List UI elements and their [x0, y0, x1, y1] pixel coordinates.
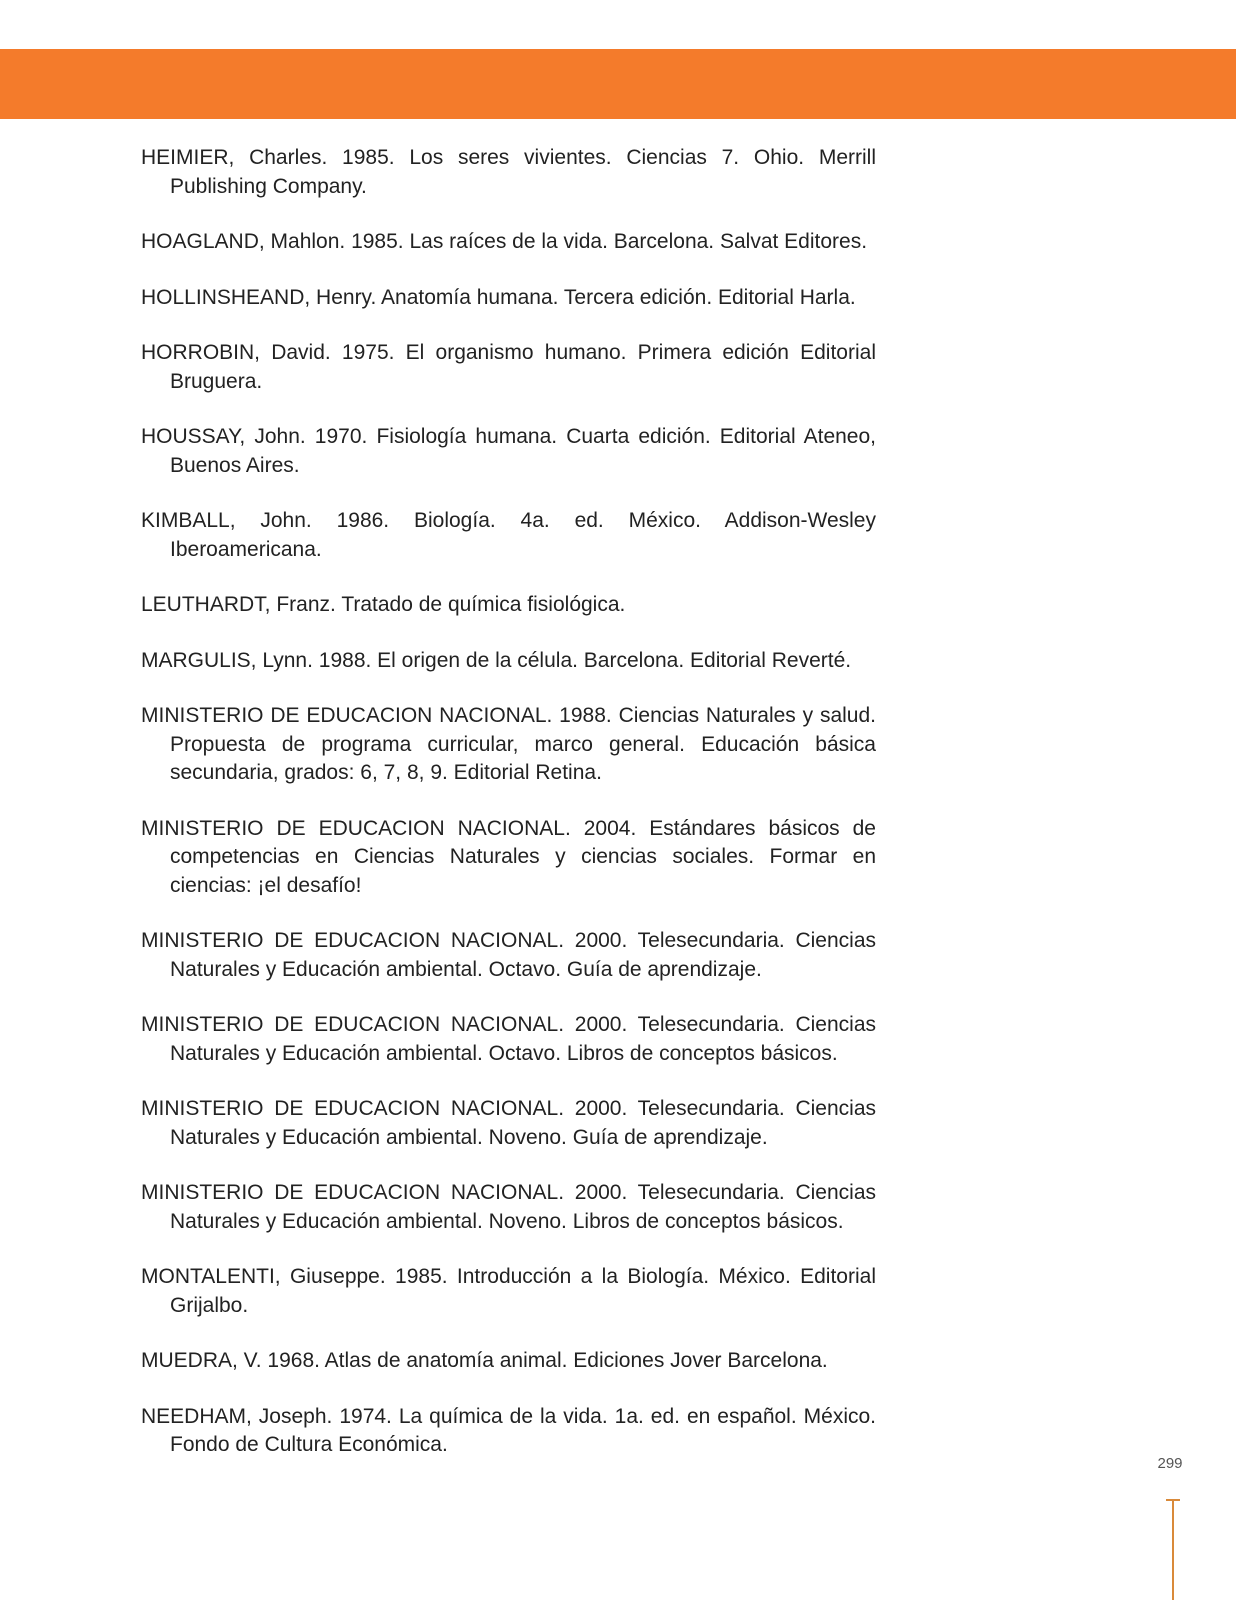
- bibliography-entry: LEUTHARDT, Franz. Tratado de química fisiológica.: [141, 593, 626, 616]
- bibliography-entry: MONTALENTI, Giuseppe. 1985. Introducción a la Biología. México. Editorial Grijalbo.: [141, 1265, 876, 1317]
- bibliography-entry: HORROBIN, David. 1975. El organismo humano. Primera edición Editorial Bruguera.: [141, 341, 876, 393]
- page-number: 299: [1157, 1455, 1183, 1472]
- bibliography-entry: MINISTERIO DE EDUCACION NACIONAL. 2000. Telesecundaria. Ciencias Naturales y Educación ambiental. Octavo. Libros de conceptos básicos.: [141, 1013, 876, 1065]
- bibliography-entry: NEEDHAM, Joseph. 1974. La química de la vida. 1a. ed. en español. México. Fondo de Cultura Económica.: [141, 1404, 876, 1456]
- bibliography-entry: HOLLINSHEAND, Henry. Anatomía humana. Tercera edición. Editorial Harla.: [141, 285, 856, 309]
- bibliography-entry: HOUSSAY, John. 1970. Fisiología humana. Cuarta edición. Editorial Ateneo, Buenos Aires.: [141, 425, 876, 477]
- page-marker-stem: [1172, 1499, 1174, 1600]
- bibliography-entry: MINISTERIO DE EDUCACION NACIONAL. 2000. Telesecundaria. Ciencias Naturales y Educación ambiental. Octavo. Guía de aprendizaje.: [141, 929, 876, 981]
- bibliography-entry: MINISTERIO DE EDUCACION NACIONAL. 2004. Estándares básicos de competencias en Ciencias Naturales y ciencias sociales. Formar en ciencias: ¡el desafío!: [141, 816, 876, 897]
- bibliography-entry: MINISTERIO DE EDUCACION NACIONAL. 1988. Ciencias Naturales y salud. Propuesta de programa curricular, marco general. Educación básica secundaria, grados: 6, 7, 8, 9. Editorial Retina.: [141, 704, 876, 784]
- bibliography-entry: MUEDRA, V. 1968. Atlas de anatomía animal. Ediciones Jover Barcelona.: [141, 1349, 828, 1372]
- bibliography-entry: MINISTERIO DE EDUCACION NACIONAL. 2000. Telesecundaria. Ciencias Naturales y Educación ambiental. Noveno. Guía de aprendizaje.: [141, 1097, 876, 1149]
- bibliography-entry: MINISTERIO DE EDUCACION NACIONAL. 2000. Telesecundaria. Ciencias Naturales y Educación ambiental. Noveno. Libros de conceptos básicos.: [141, 1181, 876, 1233]
- page-marker: [1166, 1499, 1180, 1600]
- bibliography-list: [141, 144, 876, 1487]
- bibliography-entry: HOAGLAND, Mahlon. 1985. Las raíces de la vida. Barcelona. Salvat Editores.: [141, 230, 868, 253]
- bibliography-entry: MARGULIS, Lynn. 1988. El origen de la célula. Barcelona. Editorial Reverté.: [141, 648, 852, 672]
- bibliography-entry: KIMBALL, John. 1986. Biología. 4a. ed. México. Addison-Wesley Iberoamericana.: [141, 509, 876, 561]
- header-bar: [0, 49, 1236, 119]
- bibliography-entry: HEIMIER, Charles. 1985. Los seres vivientes. Ciencias 7. Ohio. Merrill Publishing Company.: [141, 146, 876, 198]
